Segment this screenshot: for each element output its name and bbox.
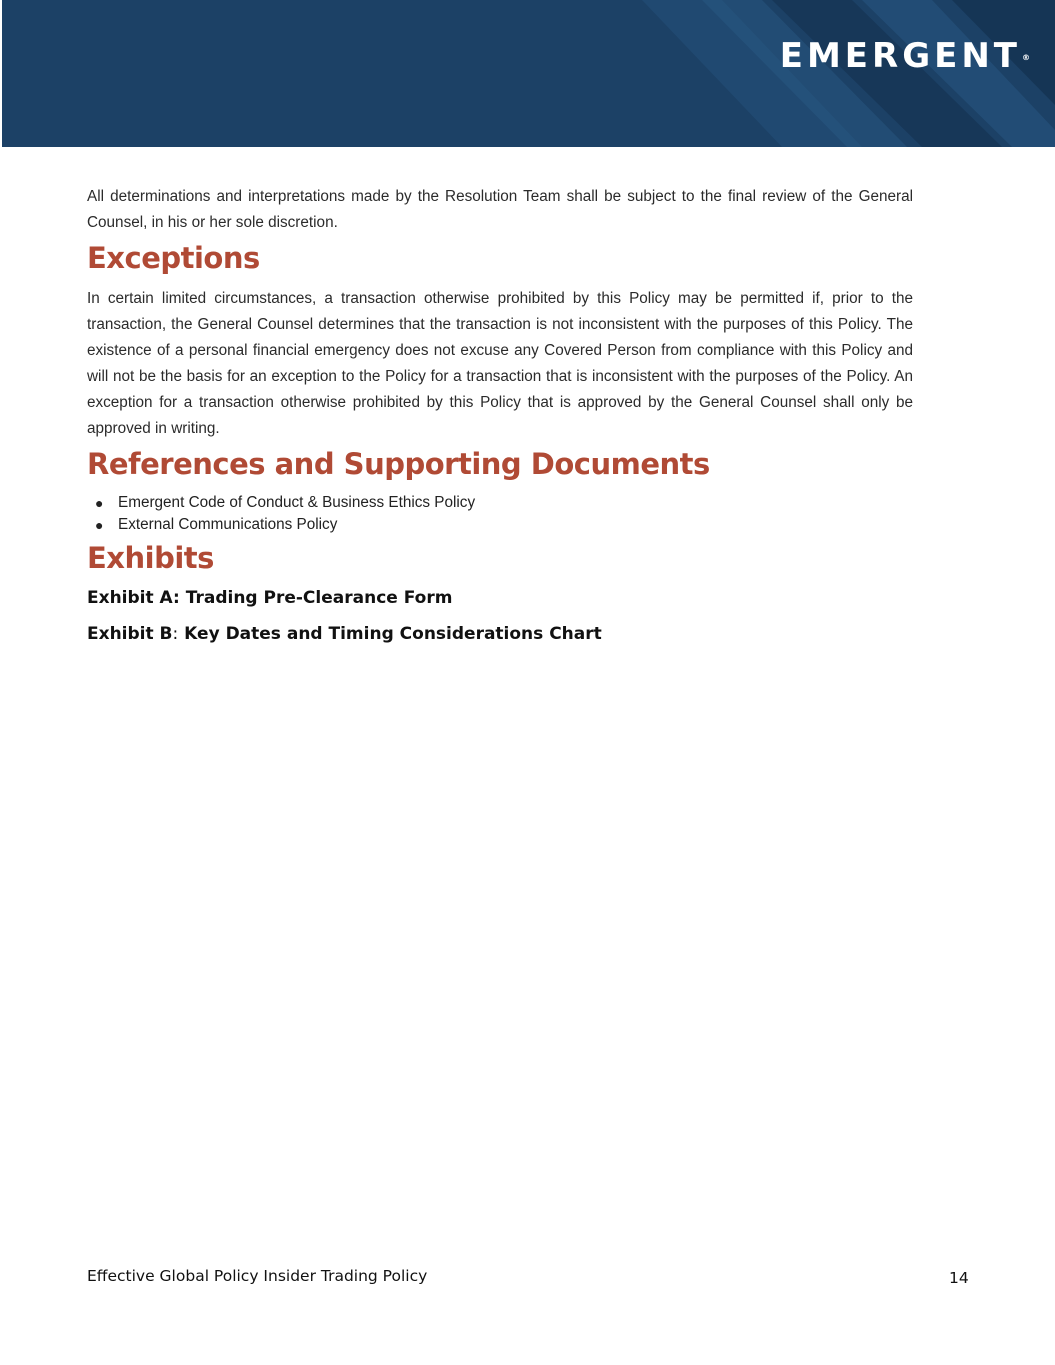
bullet-icon: ● [95,495,104,511]
footer-page-number: 14 [949,1269,969,1287]
exceptions-heading: Exceptions [87,241,260,275]
references-list [87,492,913,536]
exhibit-a-title: Exhibit A: Trading Pre-Clearance Form [87,588,453,608]
emergent-logo: EMERGENT® [779,36,1030,76]
list-item: ● Emergent Code of Conduct & Business Ethics Policy [118,492,913,514]
bullet-icon: ● [95,517,104,533]
intro-paragraph: All determinations and interpretations made by the Resolution Team shall be subject to the final review of the General Counsel, in his or her sole discretion. [87,188,913,231]
header-banner [2,0,1055,147]
exceptions-paragraph: In certain limited circumstances, a transaction otherwise prohibited by this Policy may be permitted if, prior to the transaction, the General Counsel determines that the transaction is not inconsistent with the purposes of this Policy. The existence of a personal financial emergency does not excuse any Covered Person from compliance with this Policy and will not be the basis for an exception to the Policy for a transaction that is inconsistent with the purposes of the Policy. An exception for a transaction otherwise prohibited by this Policy that is approved by the General Counsel shall only be approved in writing. [87,290,913,437]
list-item: ● External Communications Policy [118,514,913,536]
exhibit-b-title: Exhibit B: Key Dates and Timing Considerations Chart [87,624,602,644]
footer-document-title: Effective Global Policy Insider Trading Policy [87,1267,428,1285]
references-heading: References and Supporting Documents [87,447,710,481]
exhibits-heading: Exhibits [87,541,214,575]
page-content [87,184,913,652]
